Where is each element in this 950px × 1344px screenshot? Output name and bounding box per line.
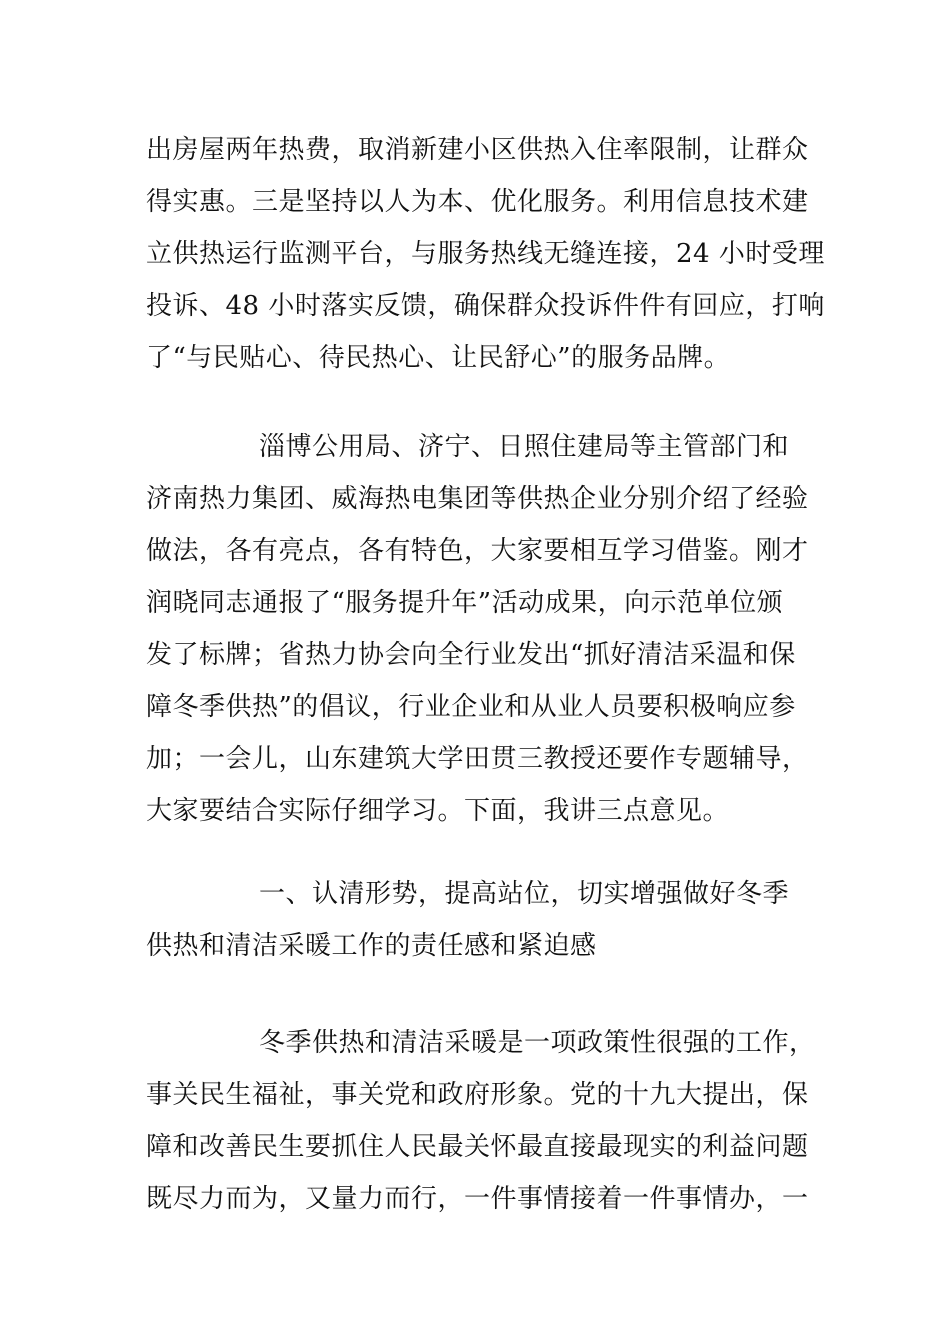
text-line: 障冬季供热”的倡议，行业企业和从业人员要积极响应参 bbox=[146, 692, 796, 722]
text-line: 立供热运行监测平台，与服务热线无缝连接，24 小时受理 bbox=[146, 239, 825, 269]
text-line: 润晓同志通报了“服务提升年”活动成果，向示范单位颁 bbox=[146, 588, 784, 618]
text-line: 障和改善民生要抓住人民最关怀最直接最现实的利益问题 bbox=[146, 1132, 809, 1162]
paragraph-heating-service bbox=[146, 124, 826, 384]
text-line: 济南热力集团、威海热电集团等供热企业分别介绍了经验 bbox=[146, 484, 809, 514]
heading-line: 供热和清洁采暖工作的责任感和紧迫感 bbox=[146, 931, 597, 961]
text-line: 大家要结合实际仔细学习。下面，我讲三点意见。 bbox=[146, 796, 730, 826]
text-line: 做法，各有亮点，各有特色，大家要相互学习借鉴。刚才 bbox=[146, 536, 809, 566]
text-line: 投诉、48 小时落实反馈，确保群众投诉件件有回应，打响 bbox=[146, 291, 825, 321]
text-line: 加；一会儿，山东建筑大学田贯三教授还要作专题辅导， bbox=[146, 744, 809, 774]
text-line: 冬季供热和清洁采暖是一项政策性很强的工作， bbox=[259, 1028, 816, 1058]
text-line: 既尽力而为，又量力而行，一件事情接着一件事情办，一 bbox=[146, 1184, 809, 1214]
paragraph-experience-sharing bbox=[146, 421, 826, 837]
text-line: 了“与民贴心、待民热心、让民舒心”的服务品牌。 bbox=[146, 343, 731, 373]
text-line: 事关民生福祉，事关党和政府形象。党的十九大提出，保 bbox=[146, 1080, 809, 1110]
paragraph-policy-importance bbox=[146, 1017, 826, 1225]
text-line: 出房屋两年热费，取消新建小区供热入住率限制，让群众 bbox=[146, 135, 809, 165]
text-line: 得实惠。三是坚持以人为本、优化服务。利用信息技术建 bbox=[146, 187, 809, 217]
text-line: 淄博公用局、济宁、日照住建局等主管部门和 bbox=[259, 432, 790, 462]
section-heading bbox=[146, 868, 826, 972]
heading-line: 一、认清形势，提高站位，切实增强做好冬季 bbox=[259, 879, 790, 909]
text-line: 发了标牌；省热力协会向全行业发出“抓好清洁采温和保 bbox=[146, 640, 796, 670]
